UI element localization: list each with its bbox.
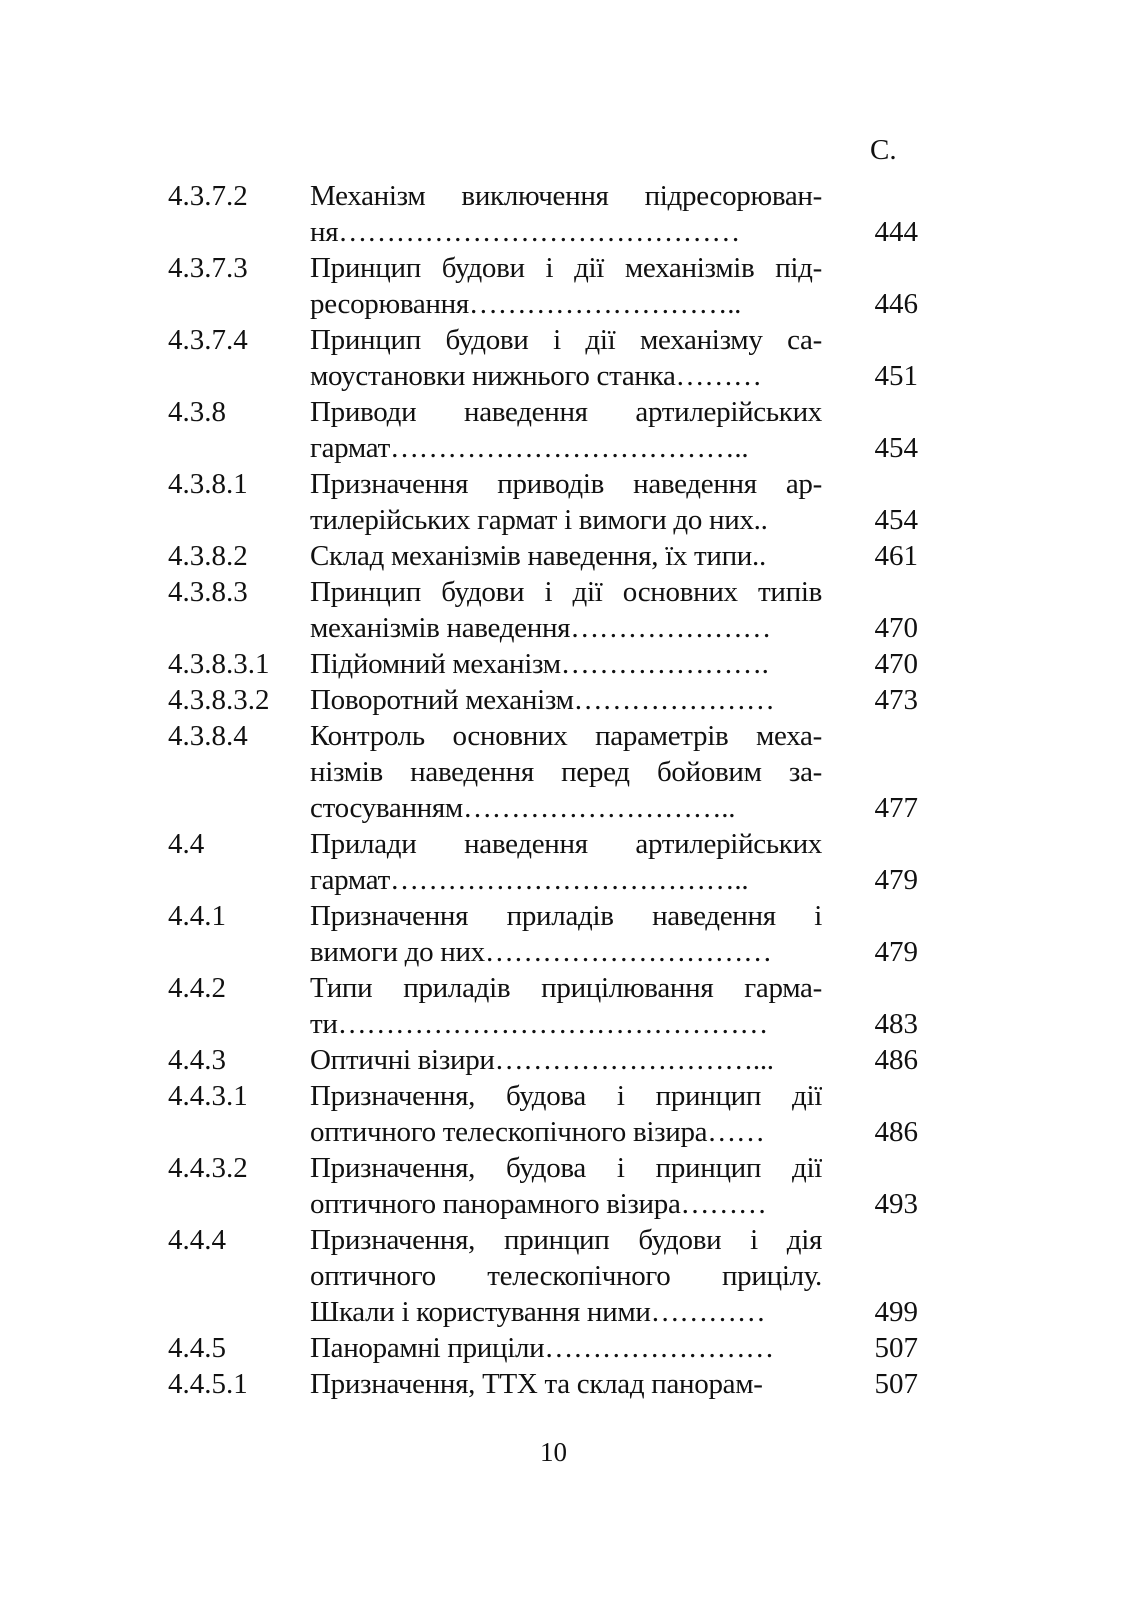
toc-entry bbox=[168, 826, 928, 898]
toc-title-line: Контроль основних параметрів меха- bbox=[310, 720, 822, 752]
toc-entry bbox=[168, 322, 928, 394]
table-of-contents bbox=[168, 178, 928, 1402]
toc-title-line: моустановки нижнього станка……… bbox=[310, 360, 762, 392]
toc-section-number: 4.4.5 bbox=[168, 1332, 226, 1364]
toc-section-number: 4.4.3.1 bbox=[168, 1080, 248, 1112]
toc-title-line: вимоги до них………………………… bbox=[310, 936, 772, 968]
toc-entry bbox=[168, 970, 928, 1042]
toc-title-line: Принцип будови і дії механізму са- bbox=[310, 324, 822, 356]
toc-section-number: 4.4.5.1 bbox=[168, 1368, 248, 1400]
toc-title-line: Принцип будови і дії основних типів bbox=[310, 576, 822, 608]
toc-title-line: механізмів наведення………………… bbox=[310, 612, 772, 644]
toc-page-number: 451 bbox=[874, 360, 918, 392]
toc-title-line: гармат……………………………….. bbox=[310, 432, 749, 464]
toc-title bbox=[310, 466, 822, 538]
toc-page-number: 493 bbox=[874, 1188, 918, 1220]
toc-title bbox=[310, 970, 822, 1042]
toc-page-number: 454 bbox=[874, 432, 918, 464]
toc-entry bbox=[168, 394, 928, 466]
toc-title bbox=[310, 1150, 822, 1222]
toc-section-number: 4.3.8.3.2 bbox=[168, 684, 270, 716]
toc-entry bbox=[168, 1366, 928, 1402]
toc-title bbox=[310, 1222, 822, 1330]
toc-title bbox=[310, 646, 822, 682]
toc-entry bbox=[168, 1330, 928, 1366]
toc-title bbox=[310, 1042, 822, 1078]
toc-entry bbox=[168, 898, 928, 970]
toc-title bbox=[310, 538, 822, 574]
toc-entry bbox=[168, 682, 928, 718]
toc-entry bbox=[168, 1150, 928, 1222]
toc-page-number: 470 bbox=[874, 648, 918, 680]
toc-section-number: 4.3.8.4 bbox=[168, 720, 248, 752]
toc-entry bbox=[168, 574, 928, 646]
toc-title-line: оптичного телескопічного прицілу. bbox=[310, 1260, 822, 1292]
toc-entry bbox=[168, 466, 928, 538]
toc-section-number: 4.3.8 bbox=[168, 396, 226, 428]
toc-title bbox=[310, 718, 822, 826]
toc-title-line: Призначення, принцип будови і дія bbox=[310, 1224, 822, 1256]
toc-title-line: Прилади наведення артилерійських bbox=[310, 828, 822, 860]
toc-title bbox=[310, 1330, 822, 1366]
toc-section-number: 4.3.7.4 bbox=[168, 324, 248, 356]
toc-title bbox=[310, 322, 822, 394]
toc-section-number: 4.4.1 bbox=[168, 900, 226, 932]
toc-title bbox=[310, 682, 822, 718]
toc-title-line: ти……………………………………… bbox=[310, 1008, 769, 1040]
toc-title bbox=[310, 394, 822, 466]
toc-entry bbox=[168, 538, 928, 574]
toc-section-number: 4.3.8.1 bbox=[168, 468, 248, 500]
toc-section-number: 4.4.3 bbox=[168, 1044, 226, 1076]
toc-title-line: Призначення, будова і принцип дії bbox=[310, 1080, 822, 1112]
toc-title-line: Оптичні візири………………………... bbox=[310, 1044, 774, 1076]
toc-section-number: 4.3.8.2 bbox=[168, 540, 248, 572]
toc-page-number: 444 bbox=[874, 216, 918, 248]
toc-title-line: Типи приладів прицілювання гарма- bbox=[310, 972, 822, 1004]
toc-page-number: 507 bbox=[874, 1368, 918, 1400]
toc-title-line: тилерійських гармат і вимоги до них.. bbox=[310, 504, 768, 536]
toc-page-number: 461 bbox=[874, 540, 918, 572]
toc-page-number: 479 bbox=[874, 864, 918, 896]
toc-title-line: Склад механізмів наведення, їх типи.. bbox=[310, 540, 766, 572]
toc-page-number: 507 bbox=[874, 1332, 918, 1364]
toc-section-number: 4.4.4 bbox=[168, 1224, 226, 1256]
toc-title-line: оптичного телескопічного візира…… bbox=[310, 1116, 765, 1148]
toc-entry bbox=[168, 250, 928, 322]
toc-title bbox=[310, 574, 822, 646]
toc-title-line: стосуванням……………………….. bbox=[310, 792, 736, 824]
toc-entry bbox=[168, 178, 928, 250]
toc-page-number: 486 bbox=[874, 1116, 918, 1148]
toc-entry bbox=[168, 1078, 928, 1150]
toc-entry bbox=[168, 1222, 928, 1330]
toc-entry bbox=[168, 646, 928, 682]
toc-entry bbox=[168, 1042, 928, 1078]
toc-title-line: оптичного панорамного візира……… bbox=[310, 1188, 767, 1220]
toc-title-line: ресорювання……………………….. bbox=[310, 288, 742, 320]
toc-title-line: нізмів наведення перед бойовим за- bbox=[310, 756, 822, 788]
toc-page-number: 483 bbox=[874, 1008, 918, 1040]
toc-title-line: Призначення, будова і принцип дії bbox=[310, 1152, 822, 1184]
toc-page-number: 473 bbox=[874, 684, 918, 716]
toc-title-line: Призначення приладів наведення і bbox=[310, 900, 822, 932]
toc-page-number: 454 bbox=[874, 504, 918, 536]
toc-section-number: 4.4.3.2 bbox=[168, 1152, 248, 1184]
toc-page-number: 486 bbox=[874, 1044, 918, 1076]
toc-title-line: Підйомний механізм…………………. bbox=[310, 648, 769, 680]
toc-title-line: гармат……………………………….. bbox=[310, 864, 749, 896]
toc-entry bbox=[168, 718, 928, 826]
toc-page-number: 470 bbox=[874, 612, 918, 644]
page-column-header: С. bbox=[870, 134, 897, 166]
toc-title-line: ня…………………………………… bbox=[310, 216, 741, 248]
toc-section-number: 4.4 bbox=[168, 828, 205, 860]
toc-title bbox=[310, 1078, 822, 1150]
toc-title bbox=[310, 826, 822, 898]
toc-section-number: 4.3.7.2 bbox=[168, 180, 248, 212]
toc-title bbox=[310, 250, 822, 322]
toc-title-line: Приводи наведення артилерійських bbox=[310, 396, 822, 428]
toc-section-number: 4.3.8.3.1 bbox=[168, 648, 270, 680]
toc-section-number: 4.3.7.3 bbox=[168, 252, 248, 284]
page-number: 10 bbox=[540, 1437, 567, 1467]
toc-page-number: 446 bbox=[874, 288, 918, 320]
toc-title-line: Механізм виключення підресорюван- bbox=[310, 180, 822, 212]
toc-title-line: Принцип будови і дії механізмів під- bbox=[310, 252, 822, 284]
toc-section-number: 4.3.8.3 bbox=[168, 576, 248, 608]
toc-section-number: 4.4.2 bbox=[168, 972, 226, 1004]
toc-title bbox=[310, 1366, 822, 1402]
toc-title-line: Поворотний механізм………………… bbox=[310, 684, 775, 716]
toc-title-line: Призначення приводів наведення ар- bbox=[310, 468, 822, 500]
toc-page-number: 479 bbox=[874, 936, 918, 968]
toc-title bbox=[310, 178, 822, 250]
toc-title-line: Панорамні приціли…………………… bbox=[310, 1332, 774, 1364]
toc-page-number: 477 bbox=[874, 792, 918, 824]
toc-title-line: Призначення, ТТХ та склад панорам- bbox=[310, 1368, 763, 1400]
toc-title bbox=[310, 898, 822, 970]
toc-page-number: 499 bbox=[874, 1296, 918, 1328]
toc-title-line: Шкали і користування ними………… bbox=[310, 1296, 766, 1328]
